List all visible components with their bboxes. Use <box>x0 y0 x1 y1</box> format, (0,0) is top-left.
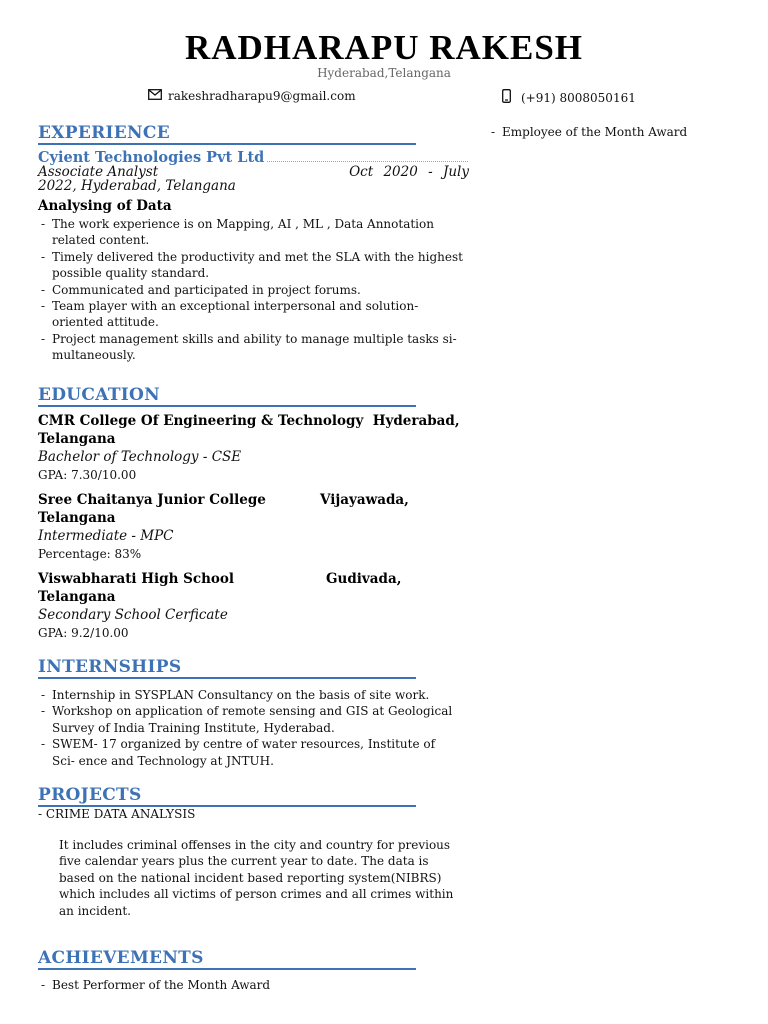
experience-bullets <box>38 216 466 364</box>
education-entry <box>38 571 478 641</box>
list-item: - Internship in SYSPLAN Consultancy on the basis of site work. <box>38 687 456 703</box>
experience-subheading: Analysing of Data <box>38 198 172 214</box>
job-dates-location: 2022, Hyderabad, Telangana <box>38 178 236 194</box>
internship-bullets <box>38 687 456 769</box>
list-item: - Communicated and participated in project forums. <box>38 282 466 298</box>
email-text: rakeshradharapu9@gmail.com <box>168 89 356 103</box>
company-label: Cyient Technologies Pvt Ltd <box>38 149 265 166</box>
school-place: Vijayawada, <box>320 492 409 508</box>
degree: Bachelor of Technology - CSE <box>38 449 242 465</box>
phone-contact[interactable] <box>502 89 636 106</box>
side-awards <box>488 124 748 140</box>
school-name: Viswabharati High School <box>38 571 235 587</box>
candidate-name: RADHARAPU RAKESH <box>184 28 584 67</box>
candidate-location: Hyderabad,Telangana <box>317 66 451 80</box>
achievement-bullets <box>38 977 458 993</box>
school-state: Telangana <box>38 588 116 605</box>
projects-heading: PROJECTS <box>38 786 416 807</box>
achievements-heading: ACHIEVEMENTS <box>38 949 416 970</box>
list-item: - Project management skills and ability to manage multiple tasks si-multaneously. <box>38 331 466 364</box>
phone-text: (+91) 8008050161 <box>521 90 636 105</box>
list-item: - The work experience is on Mapping, AI , ML , Data Annotation related content. <box>38 216 466 249</box>
education-entry <box>38 492 478 562</box>
leader-dots <box>267 151 468 162</box>
score: GPA: 9.2/10.00 <box>38 626 129 640</box>
list-item: - Employee of the Month Award <box>488 124 748 140</box>
school-state: Telangana <box>38 430 116 447</box>
school-name: Sree Chaitanya Junior College <box>38 492 266 508</box>
internships-heading: INTERNSHIPS <box>38 658 416 679</box>
degree: Intermediate - MPC <box>38 528 174 544</box>
list-item: - SWEM- 17 organized by centre of water resources, Institute of Sci- ence and Technology at JNTUH. <box>38 736 456 769</box>
project-title: - CRIME DATA ANALYSIS <box>38 807 196 821</box>
school-place: Hyderabad, <box>372 413 460 429</box>
mobile-phone-icon <box>502 89 517 106</box>
email-contact[interactable] <box>148 89 356 103</box>
score: Percentage: 83% <box>38 547 142 561</box>
education-heading: EDUCATION <box>38 386 416 407</box>
education-entry <box>38 413 478 483</box>
list-item: - Timely delivered the productivity and met the SLA with the highest possible quality standard. <box>38 249 466 282</box>
envelope-icon <box>148 89 168 103</box>
project-description: It includes criminal offenses in the city and country for previous five calendar years plus the current year to date. The data is based on the national incident based reporting system(NIBRS) which includes all victims of person crimes and all crimes within an incident. <box>59 838 454 918</box>
list-item: - Workshop on application of remote sensing and GIS at Geological Survey of India Training Institute, Hyderabad. <box>38 703 456 736</box>
score: GPA: 7.30/10.00 <box>38 468 137 482</box>
degree: Secondary School Cerficate <box>38 607 228 623</box>
school-state: Telangana <box>38 509 116 526</box>
list-item: - Best Performer of the Month Award <box>38 977 458 993</box>
job-role: Associate Analyst <box>38 164 159 180</box>
school-place: Gudivada, <box>326 571 402 587</box>
school-name: CMR College Of Engineering & Technology <box>38 413 364 429</box>
experience-heading: EXPERIENCE <box>38 124 416 145</box>
job-dates: Oct 2020 - July <box>349 164 469 180</box>
list-item: - Team player with an exceptional interpersonal and solution-oriented attitude. <box>38 298 466 331</box>
